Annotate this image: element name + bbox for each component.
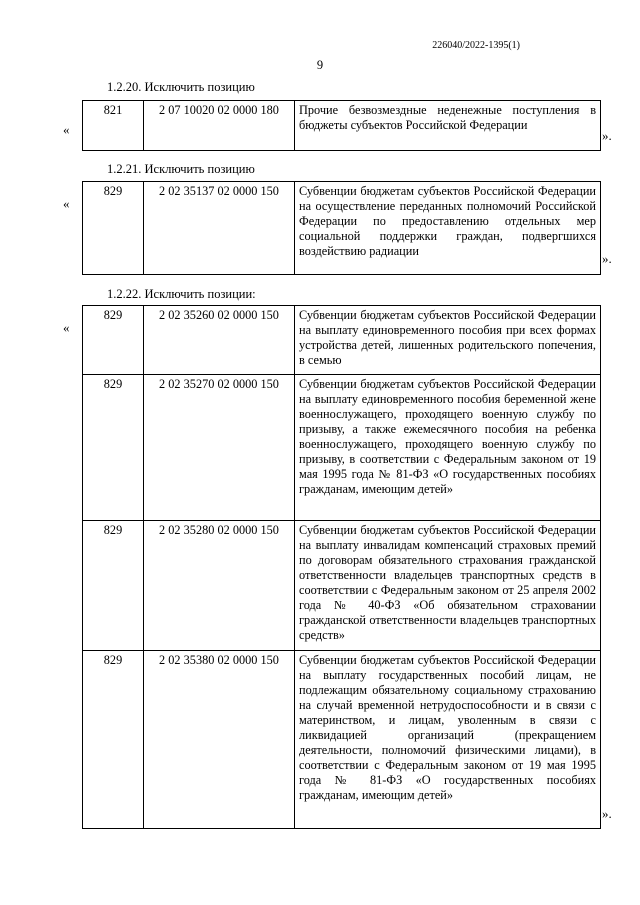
open-quote: «: [63, 320, 70, 335]
table-row: [83, 306, 601, 375]
description-cell: Субвенции бюджетам субъектов Российской Федерации на выплату единовременного пособия при всех формах устройства детей, лишенных родительского попечения, в семью: [295, 306, 601, 375]
admin-code-cell: 821: [83, 101, 144, 151]
section-heading-1-2-22: 1.2.22. Исключить позиции:: [107, 287, 256, 301]
table-row: [83, 182, 601, 275]
admin-code-cell: 829: [83, 521, 144, 651]
table-section-1-2-22: [82, 305, 601, 829]
page-number: 9: [316, 58, 324, 72]
admin-code-cell: 829: [83, 182, 144, 275]
description-cell: Прочие безвозмездные неденежные поступления в бюджеты субъектов Российской Федерации: [295, 101, 601, 151]
admin-code-cell: 829: [83, 651, 144, 829]
budget-code-cell: 2 02 35380 02 0000 150: [144, 651, 295, 829]
description-cell: Субвенции бюджетам субъектов Российской Федерации на осуществление переданных полномочий Российской Федерации по предоставлению отдельных мер социальной поддержки граждан, подвергшихся воздействию радиации: [295, 182, 601, 275]
close-quote: ».: [602, 251, 612, 266]
open-quote: «: [63, 196, 70, 211]
table-section-1-2-21: [82, 181, 601, 275]
description-cell: Субвенции бюджетам субъектов Российской Федерации на выплату единовременного пособия беременной жене военнослужащего, проходящего военную службу по призыву, а также ежемесячного пособия на ребенка военнослужащего, проходящего военную службу по призыву, в соответствии с Федеральным законом от 19 мая 1995 года № 81-ФЗ «О государственных пособиях гражданам, имеющим детей»: [295, 375, 601, 521]
budget-code-cell: 2 02 35137 02 0000 150: [144, 182, 295, 275]
table-row: [83, 375, 601, 521]
budget-code-cell: 2 07 10020 02 0000 180: [144, 101, 295, 151]
table-row: [83, 101, 601, 151]
admin-code-cell: 829: [83, 375, 144, 521]
budget-code-cell: 2 02 35260 02 0000 150: [144, 306, 295, 375]
description-cell: Субвенции бюджетам субъектов Российской Федерации на выплату инвалидам компенсаций страховых премий по договорам обязательного страхования гражданской ответственности владельцев транспортных средств в соответствии с Федеральным законом от 25 апреля 2002 года № 40-ФЗ «Об обязательном страховании гражданской ответственности владельцев транспортных средств»: [295, 521, 601, 651]
description-cell: Субвенции бюджетам субъектов Российской Федерации на выплату государственных пособий лицам, не подлежащим обязательному социальному страхованию на случай временной нетрудоспособности и в связи с материнством, и лицам, уволенным в связи с ликвидацией организаций (прекращением деятельности, полномочий физическими лицами), в соответствии с Федеральным законом от 19 мая 1995 года № 81-ФЗ «О государственных пособиях гражданам, имеющим детей»: [295, 651, 601, 829]
close-quote: ».: [602, 806, 612, 821]
section-heading-1-2-21: 1.2.21. Исключить позицию: [107, 162, 255, 176]
budget-code-cell: 2 02 35280 02 0000 150: [144, 521, 295, 651]
table-row: [83, 651, 601, 829]
table-section-1-2-20: [82, 100, 601, 151]
table-row: [83, 521, 601, 651]
section-heading-1-2-20: 1.2.20. Исключить позицию: [107, 80, 255, 94]
admin-code-cell: 829: [83, 306, 144, 375]
open-quote: «: [63, 122, 70, 137]
close-quote: ».: [602, 128, 612, 143]
document-number: 226040/2022-1395(1): [432, 40, 520, 51]
budget-code-cell: 2 02 35270 02 0000 150: [144, 375, 295, 521]
